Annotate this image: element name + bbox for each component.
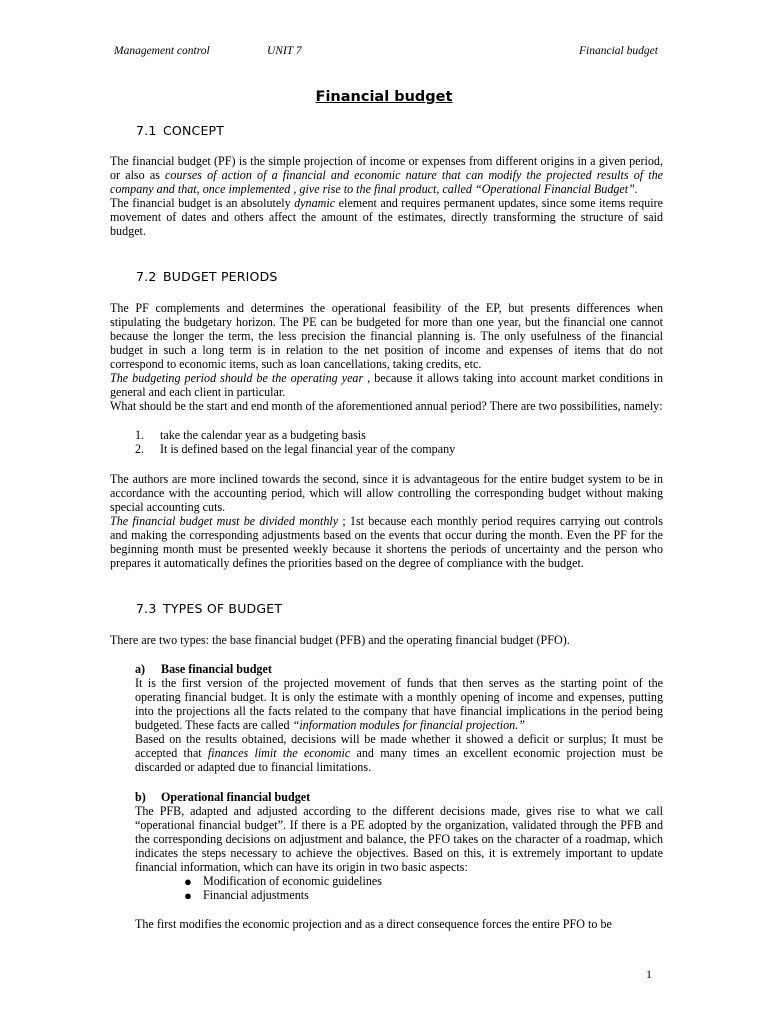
section-number: 7.2 xyxy=(136,269,157,284)
operational-budget-paragraph: The PFB, adapted and adjusted according to the different decisions made, gives rise to what we call “operational financial budget”. If there is a PE adopted by the organization, validated through the PFB and the corresponding decisions on adjustment and balance, the PFO takes on the character of a roadmap, which indicates the steps necessary to achieve the objectives. Based on this, it is extremely important to update financial information, which can have its origin in two basic aspects: xyxy=(135,804,663,874)
section-label: TYPES OF BUDGET xyxy=(163,601,283,616)
header-right: Financial budget xyxy=(579,45,658,57)
concept-paragraph-2: The financial budget is an absolutely dynamic element and requires permanent updates, since some items require movement of dates and others affect the amount of the estimates, directly transforming the structure of said budget. xyxy=(110,196,663,238)
header-center: UNIT 7 xyxy=(267,45,302,57)
section-heading-concept xyxy=(136,123,224,139)
section-heading-types-of-budget xyxy=(136,601,282,617)
budget-basis-list xyxy=(110,428,663,456)
operational-budget-paragraph-2: The first modifies the economic projection and as a direct consequence forces the entire PFO to be xyxy=(135,917,612,931)
periods-paragraph-3: What should be the start and end month of the aforementioned annual period? There are two possibilities, namely: xyxy=(110,399,663,413)
periods-paragraphs xyxy=(110,301,663,413)
bullet-icon: ● xyxy=(184,888,192,903)
periods-paragraph-5: The financial budget must be divided monthly ; 1st because each monthly period requires carrying out controls and making the corresponding adjustments based on the events that occur during the month. Even the PF for the beginning month must be presented weekly because it shortens the periods of uncertainty and the person who prepares it automatically defines the priorities based on the degree of compliance with the budget. xyxy=(110,514,664,570)
section-label: BUDGET PERIODS xyxy=(163,269,278,284)
base-budget-paragraphs xyxy=(135,676,663,774)
subheading-base-financial-budget: a) Base financial budget xyxy=(135,662,272,676)
section-label: CONCEPT xyxy=(163,123,225,138)
periods-paragraph-1: The PF complements and determines the operational feasibility of the EP, but presents differences when stipulating the budgetary horizon. The PE can be budgeted for more than one year, but the financial one cannot because the longer the term, the less precision the financial planning is. The only usefulness of the financial budget in such a long term is in relation to the net position of income and expenses of items that do not correspond to economic items, such as loan cancellations, taking credits, etc. xyxy=(110,301,663,371)
base-budget-paragraph-2: Based on the results obtained, decisions will be made whether it showed a deficit or surplus; It must be accepted that finances limit the economic and many times an excellent economic projection must be discarded or adapted due to financial limitations. xyxy=(135,732,663,774)
section-heading-budget-periods xyxy=(136,269,278,285)
base-budget-paragraph-1: It is the first version of the projected movement of funds that then serves as the starting point of the operating financial budget. It is only the estimate with a monthly opening of income and expenses, putting into the projections all the facts related to the company that have financial implications in the period being budgeted. These facts are called “information modules for financial projection.” xyxy=(135,676,663,732)
periods-paragraphs-2 xyxy=(110,472,663,570)
list-item: ● Financial adjustments xyxy=(184,888,309,903)
list-item: 1. take the calendar year as a budgeting basis xyxy=(135,428,366,442)
page-title: Financial budget xyxy=(315,89,453,105)
concept-paragraph-1: The financial budget (PF) is the simple projection of income or expenses from different origins in a given period, or also as courses of action of a financial and economic nature that can modify the projected results of the company and that, once implemented , give rise to the final product, called “Operational Financial Budget”. xyxy=(110,154,664,196)
periods-paragraph-4: The authors are more inclined towards the second, since it is advantageous for the entire budget system to be in accordance with the accounting period, which will allow controlling the corresponding budget without making special accounting cuts. xyxy=(110,472,663,514)
subheading-operational-financial-budget: b) Operational financial budget xyxy=(135,790,311,804)
page-number: 1 xyxy=(646,967,652,981)
bullet-icon: ● xyxy=(184,874,192,889)
section-number: 7.1 xyxy=(136,123,157,138)
concept-paragraphs xyxy=(110,154,663,238)
list-item: 2. It is defined based on the legal financial year of the company xyxy=(135,442,456,456)
types-intro: There are two types: the base financial budget (PFB) and the operating financial budget (PFO). xyxy=(110,633,570,647)
list-item: ● Modification of economic guidelines xyxy=(184,874,383,889)
update-aspects-list xyxy=(184,874,382,902)
header-left: Management control xyxy=(114,45,210,57)
section-number: 7.3 xyxy=(136,601,157,616)
periods-paragraph-2: The budgeting period should be the operating year , because it allows taking into account market conditions in general and each client in particular. xyxy=(110,371,663,399)
